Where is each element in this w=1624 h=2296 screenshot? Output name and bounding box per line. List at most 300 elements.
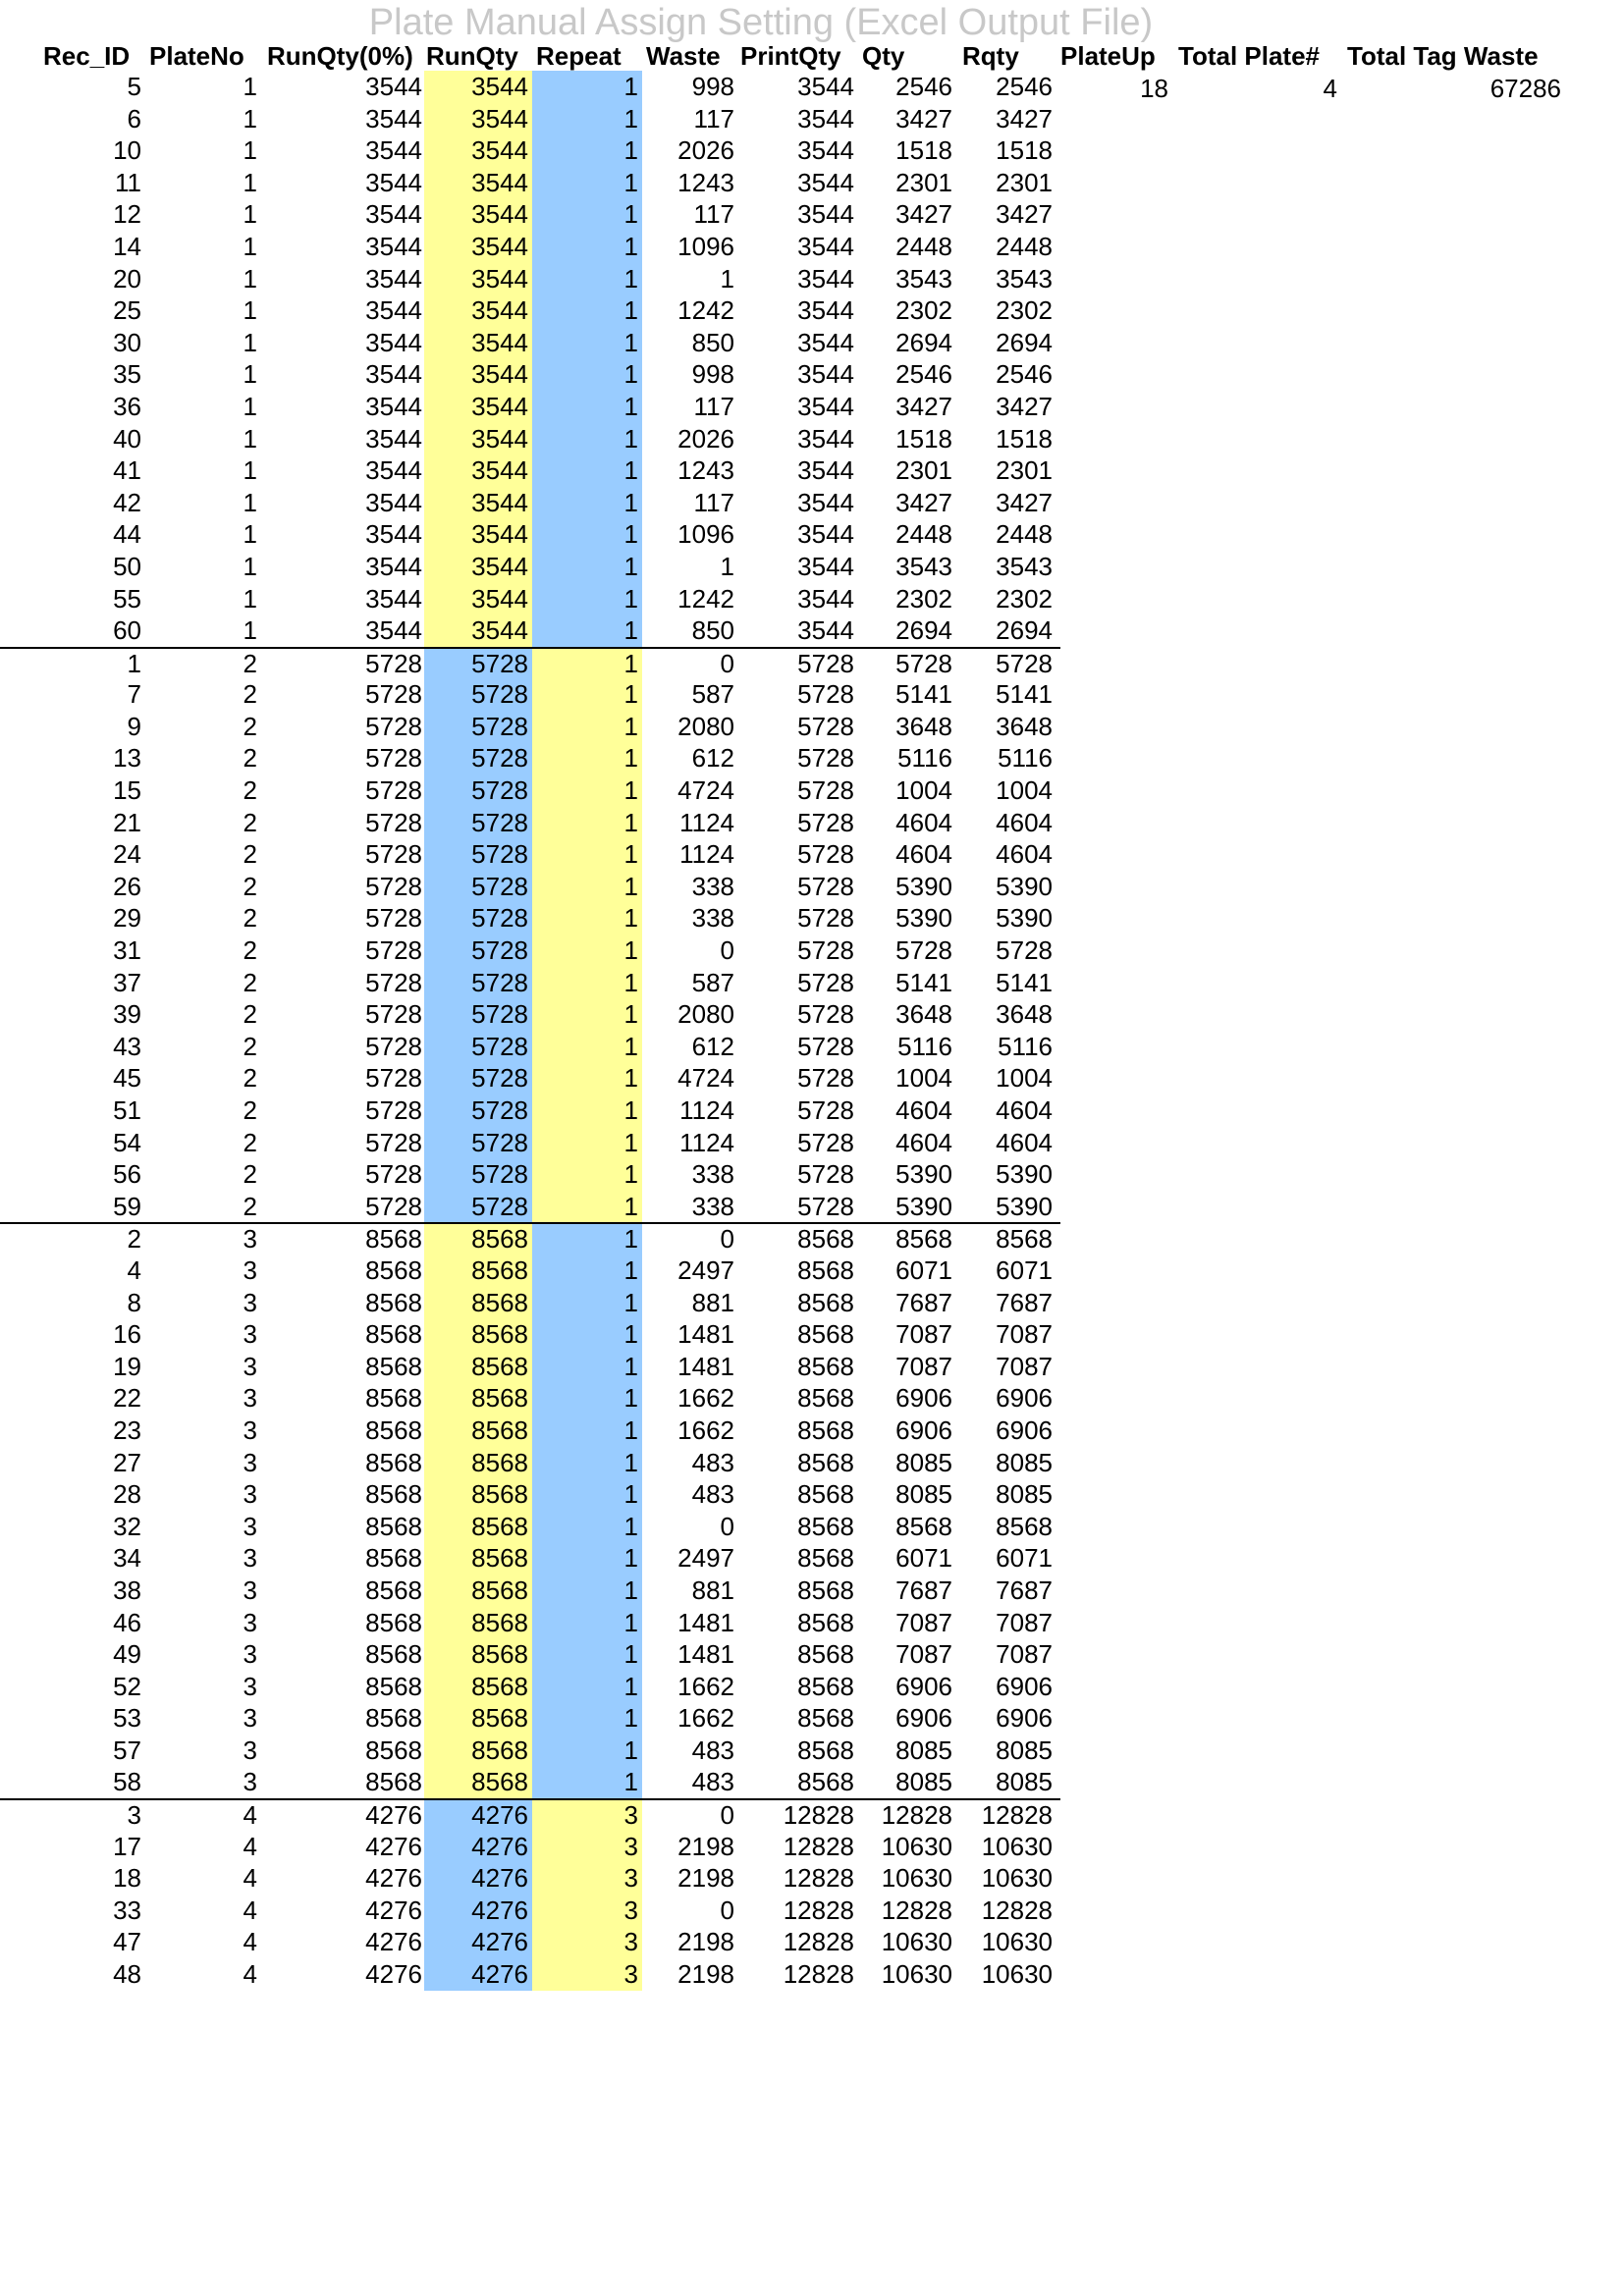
table-row bbox=[0, 1798, 1060, 1831]
header-plate-up: PlateUp bbox=[1060, 41, 1156, 71]
table-row bbox=[0, 198, 1060, 231]
cell-print-qty: 3544 bbox=[797, 263, 854, 294]
header-plate-no: PlateNo bbox=[149, 41, 244, 71]
cell-run-qty: 8568 bbox=[424, 1542, 532, 1575]
cell-run-qty: 5728 bbox=[424, 774, 532, 807]
cell-waste: 1662 bbox=[677, 1383, 734, 1414]
cell-rqty: 2301 bbox=[996, 455, 1053, 486]
cell-waste: 1096 bbox=[677, 231, 734, 261]
cell-rec-id: 18 bbox=[113, 1863, 141, 1894]
cell-run-qty: 3544 bbox=[424, 487, 532, 519]
cell-rec-id: 29 bbox=[113, 903, 141, 934]
cell-plate-no: 1 bbox=[243, 423, 257, 454]
cell-qty: 8568 bbox=[895, 1511, 952, 1541]
cell-run-qty-0: 8568 bbox=[365, 1511, 422, 1541]
cell-repeat: 1 bbox=[532, 1318, 642, 1351]
cell-waste: 1662 bbox=[677, 1415, 734, 1445]
cell-rqty: 6906 bbox=[996, 1415, 1053, 1445]
cell-waste: 1124 bbox=[679, 839, 734, 870]
cell-repeat: 1 bbox=[532, 1542, 642, 1575]
cell-rqty: 3427 bbox=[996, 391, 1053, 421]
cell-print-qty: 5728 bbox=[797, 1095, 854, 1125]
cell-run-qty: 3544 bbox=[424, 134, 532, 167]
cell-run-qty: 5728 bbox=[424, 649, 532, 679]
cell-run-qty-0: 4276 bbox=[365, 1800, 422, 1831]
cell-qty: 7087 bbox=[895, 1639, 952, 1670]
table-row bbox=[0, 902, 1060, 934]
cell-rec-id: 45 bbox=[113, 1063, 141, 1094]
cell-rqty: 10630 bbox=[981, 1863, 1053, 1894]
cell-run-qty: 5728 bbox=[424, 1062, 532, 1095]
cell-plate-no: 2 bbox=[243, 999, 257, 1030]
cell-qty: 5116 bbox=[897, 743, 952, 774]
cell-rqty: 1004 bbox=[996, 1063, 1053, 1094]
cell-qty: 3543 bbox=[895, 551, 952, 581]
table-row bbox=[0, 1702, 1060, 1735]
cell-waste: 612 bbox=[691, 743, 734, 774]
cell-run-qty-0: 5728 bbox=[365, 871, 422, 901]
cell-rec-id: 11 bbox=[115, 167, 141, 197]
table-row bbox=[0, 871, 1060, 903]
cell-rec-id: 26 bbox=[113, 871, 141, 901]
cell-run-qty: 4276 bbox=[424, 1926, 532, 1958]
cell-run-qty-0: 5728 bbox=[365, 807, 422, 837]
cell-run-qty-0: 4276 bbox=[365, 1959, 422, 1990]
cell-qty: 5141 bbox=[895, 967, 952, 997]
cell-rec-id: 3 bbox=[127, 1800, 141, 1831]
cell-qty: 4604 bbox=[895, 807, 952, 837]
cell-waste: 2198 bbox=[677, 1927, 734, 1957]
cell-qty: 6906 bbox=[895, 1671, 952, 1701]
cell-qty: 3427 bbox=[895, 391, 952, 421]
cell-run-qty-0: 8568 bbox=[365, 1255, 422, 1285]
cell-run-qty-0: 5728 bbox=[365, 1127, 422, 1157]
table-row bbox=[0, 1031, 1060, 1063]
cell-run-qty: 4276 bbox=[424, 1800, 532, 1831]
cell-run-qty-0: 5728 bbox=[365, 1191, 422, 1221]
cell-repeat: 1 bbox=[532, 1702, 642, 1735]
table-row bbox=[0, 1287, 1060, 1319]
cell-run-qty-0: 8568 bbox=[365, 1703, 422, 1734]
cell-repeat: 1 bbox=[532, 1351, 642, 1383]
cell-repeat: 1 bbox=[532, 1766, 642, 1798]
cell-waste: 1096 bbox=[677, 519, 734, 550]
cell-run-qty: 8568 bbox=[424, 1478, 532, 1511]
cell-rec-id: 53 bbox=[113, 1703, 141, 1734]
cell-waste: 483 bbox=[691, 1447, 734, 1477]
cell-run-qty-0: 5728 bbox=[365, 967, 422, 997]
cell-run-qty-0: 8568 bbox=[365, 1224, 422, 1255]
cell-run-qty-0: 8568 bbox=[365, 1767, 422, 1797]
table-row bbox=[0, 263, 1060, 295]
cell-rec-id: 33 bbox=[113, 1895, 141, 1925]
cell-rec-id: 47 bbox=[113, 1927, 141, 1957]
cell-waste: 0 bbox=[720, 1511, 734, 1541]
cell-qty: 5116 bbox=[897, 1031, 952, 1061]
table-row bbox=[0, 967, 1060, 999]
cell-rqty: 2302 bbox=[996, 295, 1053, 326]
cell-rec-id: 58 bbox=[113, 1767, 141, 1797]
cell-repeat: 1 bbox=[532, 391, 642, 423]
cell-run-qty-0: 3544 bbox=[365, 327, 422, 357]
cell-qty: 10630 bbox=[881, 1959, 952, 1990]
cell-print-qty: 5728 bbox=[797, 1031, 854, 1061]
cell-rec-id: 36 bbox=[113, 391, 141, 421]
cell-rec-id: 30 bbox=[113, 327, 141, 357]
header-waste: Waste bbox=[646, 41, 721, 71]
table-row bbox=[0, 423, 1060, 455]
table-row bbox=[0, 1222, 1060, 1255]
cell-qty: 5728 bbox=[895, 648, 952, 678]
cell-run-qty: 5728 bbox=[424, 1127, 532, 1159]
cell-rec-id: 13 bbox=[113, 743, 141, 774]
cell-waste: 881 bbox=[691, 1575, 734, 1605]
cell-print-qty: 3544 bbox=[797, 135, 854, 166]
cell-repeat: 1 bbox=[532, 967, 642, 999]
table-row bbox=[0, 327, 1060, 359]
cell-repeat: 3 bbox=[532, 1926, 642, 1958]
cell-run-qty: 4276 bbox=[424, 1958, 532, 1991]
cell-run-qty-0: 5728 bbox=[365, 1063, 422, 1094]
cell-waste: 1481 bbox=[677, 1639, 734, 1670]
cell-qty: 8085 bbox=[895, 1735, 952, 1765]
cell-qty: 10630 bbox=[881, 1927, 952, 1957]
cell-run-qty: 3544 bbox=[424, 231, 532, 263]
cell-rec-id: 6 bbox=[127, 103, 141, 133]
cell-print-qty: 12828 bbox=[783, 1927, 854, 1957]
cell-rqty: 12828 bbox=[981, 1800, 1053, 1831]
cell-rqty: 2546 bbox=[996, 72, 1053, 101]
cell-qty: 3427 bbox=[895, 199, 952, 230]
cell-rec-id: 50 bbox=[113, 551, 141, 581]
table-row bbox=[0, 647, 1060, 679]
cell-run-qty: 3544 bbox=[424, 294, 532, 327]
cell-run-qty-0: 3544 bbox=[365, 167, 422, 197]
cell-rec-id: 31 bbox=[113, 935, 141, 966]
cell-run-qty: 8568 bbox=[424, 1415, 532, 1447]
table-row bbox=[0, 711, 1060, 743]
cell-repeat: 1 bbox=[532, 583, 642, 615]
cell-rqty: 3648 bbox=[996, 711, 1053, 741]
cell-waste: 338 bbox=[691, 1191, 734, 1221]
cell-print-qty: 5728 bbox=[797, 839, 854, 870]
cell-run-qty-0: 8568 bbox=[365, 1543, 422, 1574]
cell-rec-id: 25 bbox=[113, 295, 141, 326]
cell-print-qty: 5728 bbox=[797, 1159, 854, 1190]
cell-run-qty-0: 8568 bbox=[365, 1607, 422, 1637]
cell-waste: 850 bbox=[691, 615, 734, 646]
table-row bbox=[0, 294, 1060, 327]
table-row bbox=[0, 774, 1060, 807]
cell-rqty: 5390 bbox=[996, 1191, 1053, 1221]
table-row bbox=[0, 1447, 1060, 1479]
cell-rec-id: 20 bbox=[113, 263, 141, 294]
cell-waste: 0 bbox=[720, 1224, 734, 1255]
cell-print-qty: 3544 bbox=[797, 551, 854, 581]
cell-rqty: 2546 bbox=[996, 359, 1053, 390]
cell-print-qty: 3544 bbox=[797, 487, 854, 517]
cell-print-qty: 8568 bbox=[797, 1415, 854, 1445]
cell-waste: 4724 bbox=[677, 1063, 734, 1094]
cell-plate-no: 4 bbox=[243, 1927, 257, 1957]
cell-run-qty: 8568 bbox=[424, 1511, 532, 1543]
cell-waste: 0 bbox=[720, 1800, 734, 1831]
cell-rqty: 8568 bbox=[996, 1224, 1053, 1255]
cell-print-qty: 8568 bbox=[797, 1767, 854, 1797]
table-row bbox=[0, 1318, 1060, 1351]
table-row bbox=[0, 1062, 1060, 1095]
cell-run-qty-0: 3544 bbox=[365, 199, 422, 230]
cell-rqty: 2694 bbox=[996, 327, 1053, 357]
cell-run-qty-0: 5728 bbox=[365, 775, 422, 806]
cell-rec-id: 19 bbox=[113, 1351, 141, 1381]
cell-run-qty: 5728 bbox=[424, 902, 532, 934]
cell-rqty: 7087 bbox=[996, 1639, 1053, 1670]
cell-run-qty-0: 3544 bbox=[365, 103, 422, 133]
cell-run-qty-0: 5728 bbox=[365, 679, 422, 710]
cell-rec-id: 39 bbox=[113, 999, 141, 1030]
cell-repeat: 1 bbox=[532, 551, 642, 583]
cell-run-qty: 5728 bbox=[424, 998, 532, 1031]
cell-plate-no: 2 bbox=[243, 807, 257, 837]
cell-run-qty-0: 4276 bbox=[365, 1927, 422, 1957]
table-row bbox=[0, 167, 1060, 199]
page-title: Plate Manual Assign Setting (Excel Output File) bbox=[368, 2, 1154, 43]
cell-rqty: 3427 bbox=[996, 103, 1053, 133]
cell-run-qty: 3544 bbox=[424, 263, 532, 295]
cell-plate-no: 1 bbox=[243, 391, 257, 421]
cell-plate-no: 2 bbox=[243, 1191, 257, 1221]
table-row bbox=[0, 1158, 1060, 1191]
cell-print-qty: 5728 bbox=[797, 1191, 854, 1221]
cell-run-qty: 4276 bbox=[424, 1862, 532, 1895]
cell-plate-no: 3 bbox=[243, 1287, 257, 1317]
cell-print-qty: 8568 bbox=[797, 1224, 854, 1255]
cell-repeat: 1 bbox=[532, 327, 642, 359]
cell-repeat: 1 bbox=[532, 487, 642, 519]
cell-plate-no: 2 bbox=[243, 967, 257, 997]
cell-qty: 5390 bbox=[895, 1191, 952, 1221]
cell-run-qty-0: 4276 bbox=[365, 1831, 422, 1861]
cell-run-qty-0: 8568 bbox=[365, 1287, 422, 1317]
cell-waste: 483 bbox=[691, 1767, 734, 1797]
cell-repeat: 1 bbox=[532, 1478, 642, 1511]
cell-print-qty: 12828 bbox=[783, 1863, 854, 1894]
cell-waste: 483 bbox=[691, 1479, 734, 1510]
cell-plate-no: 1 bbox=[243, 199, 257, 230]
cell-rec-id: 55 bbox=[113, 583, 141, 614]
table-row bbox=[0, 1415, 1060, 1447]
table-row bbox=[0, 807, 1060, 839]
cell-plate-no: 1 bbox=[243, 263, 257, 294]
cell-run-qty: 3544 bbox=[424, 103, 532, 135]
table-row bbox=[0, 1511, 1060, 1543]
cell-print-qty: 5728 bbox=[797, 711, 854, 741]
cell-repeat: 1 bbox=[532, 998, 642, 1031]
cell-rec-id: 57 bbox=[113, 1735, 141, 1765]
cell-waste: 338 bbox=[691, 871, 734, 901]
cell-qty: 8568 bbox=[895, 1224, 952, 1255]
cell-rec-id: 54 bbox=[113, 1127, 141, 1157]
cell-rec-id: 22 bbox=[113, 1383, 141, 1414]
summary-total-tag-waste: 67286 bbox=[1489, 74, 1561, 103]
cell-qty: 2301 bbox=[895, 167, 952, 197]
cell-rec-id: 49 bbox=[113, 1639, 141, 1670]
table-row bbox=[0, 1382, 1060, 1415]
table-row bbox=[0, 134, 1060, 167]
cell-waste: 2026 bbox=[677, 423, 734, 454]
table-row bbox=[0, 1735, 1060, 1767]
cell-waste: 587 bbox=[691, 679, 734, 710]
table-row bbox=[0, 1095, 1060, 1127]
cell-rqty: 6071 bbox=[996, 1543, 1053, 1574]
cell-waste: 998 bbox=[691, 72, 734, 101]
header-rqty: Rqty bbox=[962, 41, 1019, 71]
cell-run-qty: 8568 bbox=[424, 1702, 532, 1735]
cell-repeat: 1 bbox=[532, 423, 642, 455]
cell-rqty: 2448 bbox=[996, 231, 1053, 261]
cell-repeat: 1 bbox=[532, 902, 642, 934]
cell-plate-no: 1 bbox=[243, 135, 257, 166]
cell-repeat: 1 bbox=[532, 1158, 642, 1191]
cell-qty: 7687 bbox=[895, 1287, 952, 1317]
table-row bbox=[0, 1671, 1060, 1703]
cell-qty: 1518 bbox=[895, 135, 952, 166]
cell-rqty: 6071 bbox=[996, 1255, 1053, 1285]
cell-run-qty: 5728 bbox=[424, 678, 532, 711]
cell-plate-no: 2 bbox=[243, 1159, 257, 1190]
cell-print-qty: 12828 bbox=[783, 1800, 854, 1831]
cell-plate-no: 3 bbox=[243, 1224, 257, 1255]
cell-rec-id: 14 bbox=[113, 231, 141, 261]
cell-repeat: 1 bbox=[532, 1127, 642, 1159]
cell-plate-no: 3 bbox=[243, 1479, 257, 1510]
cell-rqty: 5390 bbox=[996, 903, 1053, 934]
cell-rqty: 8568 bbox=[996, 1511, 1053, 1541]
table-row bbox=[0, 1895, 1060, 1927]
cell-repeat: 1 bbox=[532, 871, 642, 903]
cell-run-qty: 3544 bbox=[424, 198, 532, 231]
cell-rqty: 8085 bbox=[996, 1447, 1053, 1477]
cell-print-qty: 3544 bbox=[797, 583, 854, 614]
cell-qty: 3427 bbox=[895, 103, 952, 133]
cell-plate-no: 2 bbox=[243, 1063, 257, 1094]
cell-rqty: 4604 bbox=[996, 1127, 1053, 1157]
cell-rqty: 5141 bbox=[996, 679, 1053, 710]
cell-waste: 338 bbox=[691, 1159, 734, 1190]
cell-rqty: 5116 bbox=[998, 1031, 1053, 1061]
cell-qty: 8085 bbox=[895, 1447, 952, 1477]
cell-rec-id: 34 bbox=[113, 1543, 141, 1574]
cell-rqty: 5390 bbox=[996, 871, 1053, 901]
cell-run-qty: 5728 bbox=[424, 1095, 532, 1127]
cell-run-qty: 3544 bbox=[424, 358, 532, 391]
cell-rqty: 4604 bbox=[996, 1095, 1053, 1125]
cell-run-qty-0: 5728 bbox=[365, 839, 422, 870]
cell-run-qty-0: 8568 bbox=[365, 1639, 422, 1670]
cell-repeat: 1 bbox=[532, 1638, 642, 1671]
table-row bbox=[0, 614, 1060, 647]
cell-qty: 12828 bbox=[881, 1895, 952, 1925]
cell-rec-id: 12 bbox=[113, 199, 141, 230]
cell-rec-id: 2 bbox=[127, 1224, 141, 1255]
cell-waste: 881 bbox=[691, 1287, 734, 1317]
cell-qty: 2302 bbox=[895, 583, 952, 614]
cell-rec-id: 16 bbox=[113, 1319, 141, 1350]
cell-rqty: 1518 bbox=[996, 423, 1053, 454]
cell-repeat: 3 bbox=[532, 1800, 642, 1831]
cell-rqty: 5728 bbox=[996, 935, 1053, 966]
cell-plate-no: 4 bbox=[243, 1863, 257, 1894]
cell-plate-no: 4 bbox=[243, 1831, 257, 1861]
cell-run-qty: 3544 bbox=[424, 391, 532, 423]
cell-qty: 3648 bbox=[895, 711, 952, 741]
cell-print-qty: 12828 bbox=[783, 1895, 854, 1925]
cell-repeat: 1 bbox=[532, 1575, 642, 1607]
cell-qty: 6071 bbox=[895, 1255, 952, 1285]
cell-print-qty: 3544 bbox=[797, 327, 854, 357]
cell-repeat: 3 bbox=[532, 1862, 642, 1895]
cell-repeat: 1 bbox=[532, 1447, 642, 1479]
cell-waste: 2198 bbox=[677, 1831, 734, 1861]
cell-run-qty-0: 5728 bbox=[365, 711, 422, 741]
cell-run-qty: 8568 bbox=[424, 1351, 532, 1383]
cell-print-qty: 3544 bbox=[797, 423, 854, 454]
cell-rec-id: 8 bbox=[127, 1287, 141, 1317]
cell-rec-id: 44 bbox=[113, 519, 141, 550]
cell-run-qty: 8568 bbox=[424, 1287, 532, 1319]
cell-repeat: 3 bbox=[532, 1831, 642, 1863]
cell-rqty: 5390 bbox=[996, 1159, 1053, 1190]
cell-plate-no: 2 bbox=[243, 775, 257, 806]
cell-run-qty-0: 3544 bbox=[365, 551, 422, 581]
cell-run-qty-0: 8568 bbox=[365, 1735, 422, 1765]
cell-rqty: 5116 bbox=[998, 743, 1053, 774]
cell-qty: 2546 bbox=[895, 359, 952, 390]
cell-run-qty: 8568 bbox=[424, 1447, 532, 1479]
cell-qty: 4604 bbox=[895, 839, 952, 870]
cell-print-qty: 5728 bbox=[797, 775, 854, 806]
table-row bbox=[0, 231, 1060, 263]
cell-run-qty-0: 8568 bbox=[365, 1447, 422, 1477]
cell-print-qty: 8568 bbox=[797, 1383, 854, 1414]
table-row bbox=[0, 1862, 1060, 1895]
cell-rqty: 12828 bbox=[981, 1895, 1053, 1925]
cell-plate-no: 3 bbox=[243, 1735, 257, 1765]
cell-repeat: 1 bbox=[532, 774, 642, 807]
cell-rec-id: 46 bbox=[113, 1607, 141, 1637]
cell-print-qty: 5728 bbox=[797, 743, 854, 774]
table-row bbox=[0, 1478, 1060, 1511]
cell-plate-no: 3 bbox=[243, 1255, 257, 1285]
cell-print-qty: 8568 bbox=[797, 1607, 854, 1637]
cell-rec-id: 15 bbox=[113, 775, 141, 806]
cell-plate-no: 1 bbox=[243, 583, 257, 614]
cell-run-qty: 4276 bbox=[424, 1895, 532, 1927]
cell-rqty: 2302 bbox=[996, 583, 1053, 614]
cell-rec-id: 10 bbox=[113, 135, 141, 166]
cell-run-qty-0: 4276 bbox=[365, 1863, 422, 1894]
table-row bbox=[0, 1127, 1060, 1159]
cell-rqty: 2301 bbox=[996, 167, 1053, 197]
header-run-qty-0: RunQty(0%) bbox=[267, 41, 413, 71]
table-row bbox=[0, 1638, 1060, 1671]
cell-print-qty: 5728 bbox=[797, 903, 854, 934]
cell-print-qty: 12828 bbox=[783, 1959, 854, 1990]
cell-print-qty: 3544 bbox=[797, 519, 854, 550]
cell-print-qty: 8568 bbox=[797, 1703, 854, 1734]
table-row bbox=[0, 1831, 1060, 1863]
